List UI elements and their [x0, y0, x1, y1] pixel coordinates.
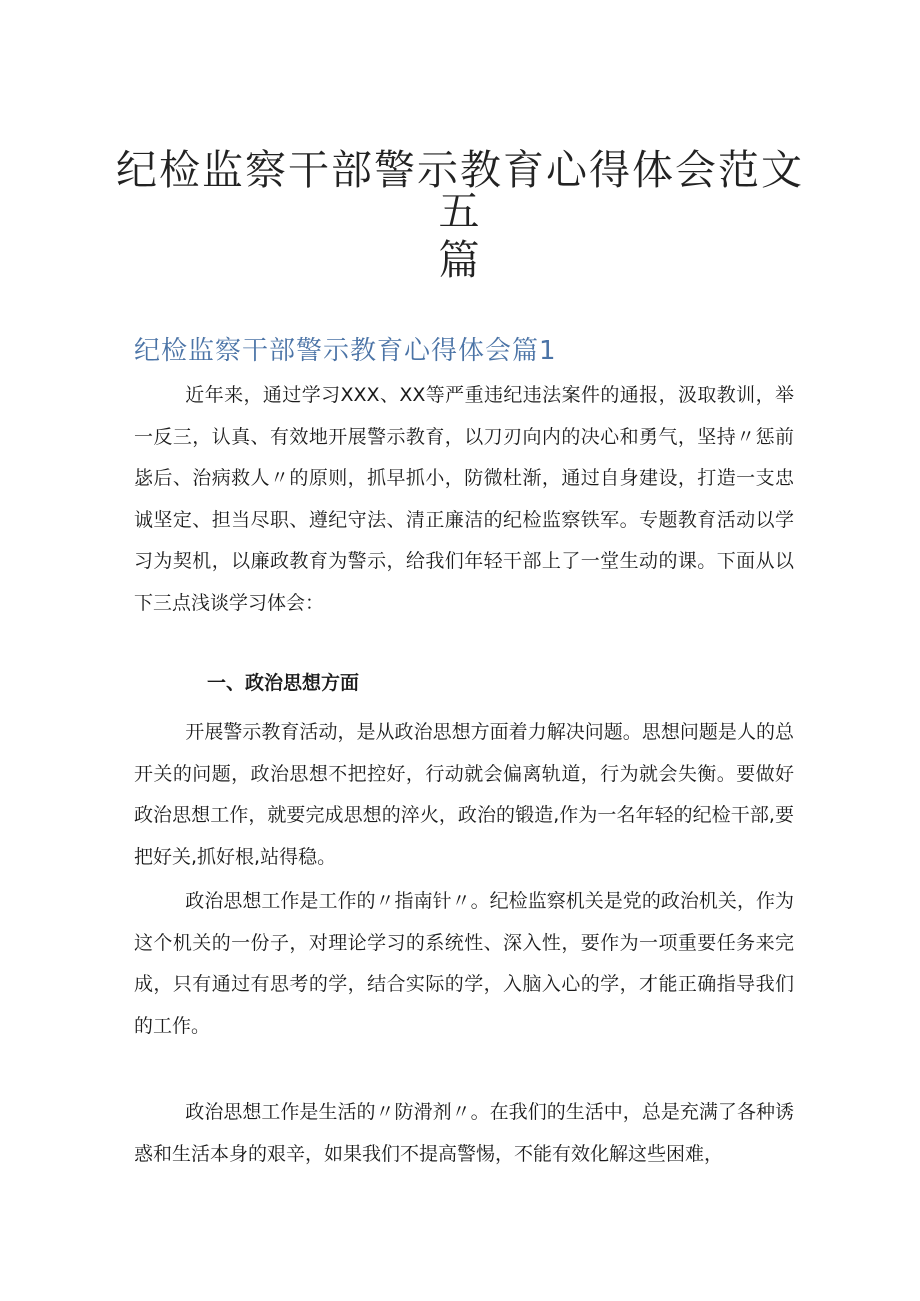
- section-heading: 纪检监察干部警示教育心得体会篇1: [134, 336, 557, 366]
- paragraph-warning-education: 开展警示教育活动，是从政治思想方面着力解决问题。思想问题是人的总开关的问题，政治思想不把控好，行动就会偏离轨道，行为就会失衡。要做好政治思想工作，就要完成思想的淬火，政治的锻造,作为一名年轻的纪检干部,要把好关,抓好根,站得稳。: [134, 721, 794, 868]
- paragraph-compass: 政治思想工作是工作的〃指南针〃。纪检监察机关是党的政治机关，作为这个机关的一份子，对理论学习的系统性、深入性，要作为一项重要任务来完成，只有通过有思考的学，结合实际的学，入脑入心的学，才能正确指导我们的工作。: [134, 890, 794, 1037]
- document-title-line-1: 纪检监察干部警示教育心得体会范文五: [116, 146, 804, 235]
- paragraph-anti-slip: 政治思想工作是生活的〃防滑剂〃。在我们的生活中，总是充满了各种诱惑和生活本身的艰辛，如果我们不提高警惕，不能有效化解这些困难，: [134, 1101, 794, 1165]
- document-title-line-2: 篇: [438, 236, 482, 284]
- subheading-political-thought: 一、政治思想方面: [207, 672, 360, 694]
- paragraph-intro: 近年来，通过学习XXX、XX等严重违纪违法案件的通报，汲取教训，举一反三，认真、有效地开展警示教育，以刀刃向内的决心和勇气，坚持〃惩前毖后、治病救人〃的原则，抓早抓小，防微杜渐，通过自身建设，打造一支忠诚坚定、担当尽职、遵纪守法、清正廉洁的纪检监察铁军。专题教育活动以学习为契机，以廉政教育为警示，给我们年轻干部上了一堂生动的课。下面从以下三点浅谈学习体会：: [134, 384, 794, 614]
